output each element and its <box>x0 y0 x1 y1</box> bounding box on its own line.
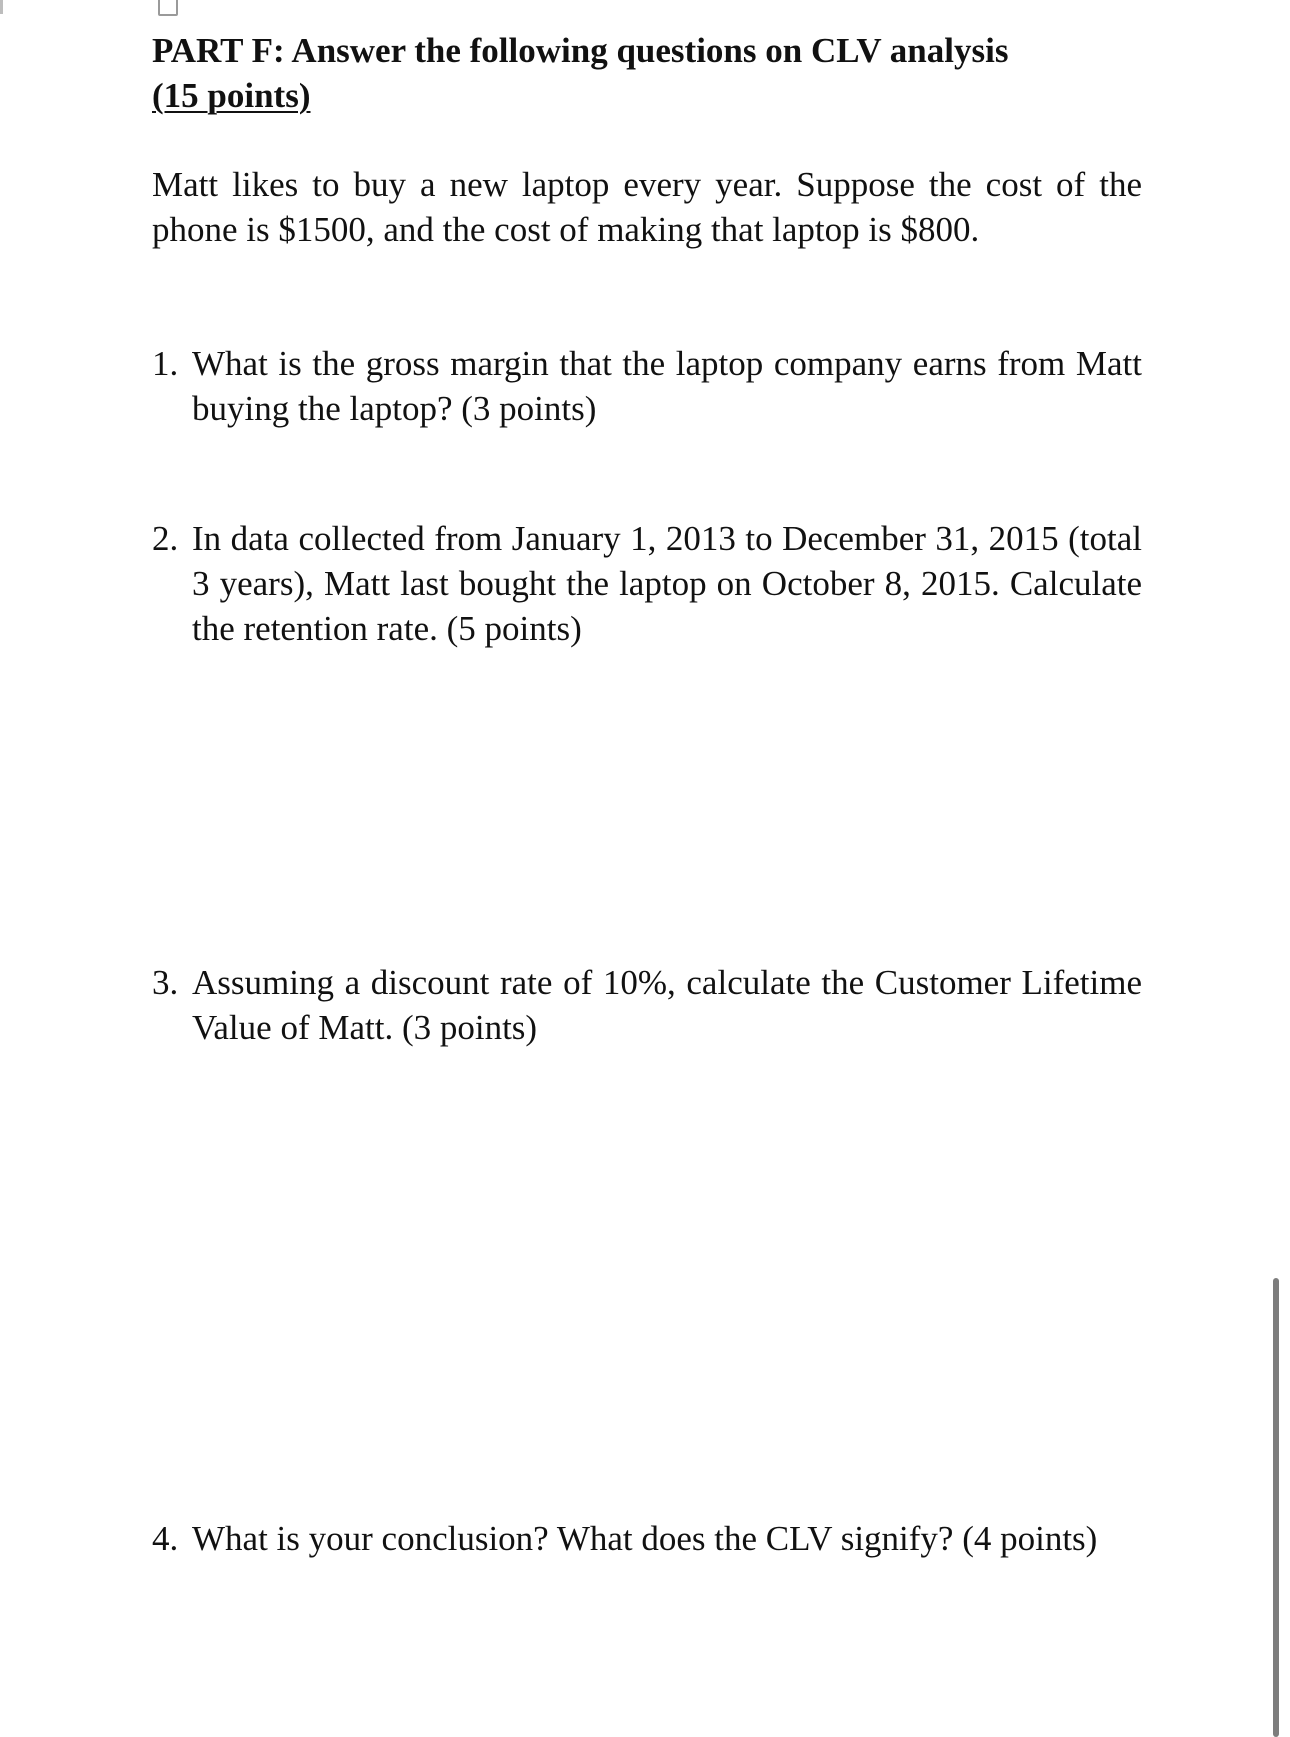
part-heading <box>152 28 1152 118</box>
checkbox[interactable] <box>158 0 178 16</box>
question-1 <box>152 341 1142 431</box>
question-number: 4. <box>152 1519 179 1558</box>
intro-paragraph: Matt likes to buy a new laptop every year. Suppose the cost of the phone is $1500, and the cost of making that laptop is $800. <box>152 165 1142 249</box>
question-number: 1. <box>152 344 179 383</box>
question-number: 3. <box>152 963 179 1002</box>
heading-points: (15 points) <box>152 76 311 115</box>
heading-title: PART F: Answer the following questions on CLV analysis <box>152 31 1009 70</box>
question-4 <box>152 1516 1142 1561</box>
question-text: In data collected from January 1, 2013 to December 31, 2015 (total 3 years), Matt last bought the laptop on October 8, 2015. Calculate the retention rate. (5 points) <box>192 519 1142 648</box>
question-number: 2. <box>152 519 179 558</box>
question-text: What is the gross margin that the laptop company earns from Matt buying the laptop? (3 points) <box>192 344 1142 428</box>
question-text: What is your conclusion? What does the CLV signify? (4 points) <box>192 1519 1098 1558</box>
page-edge-mark <box>0 0 3 14</box>
vertical-scrollbar[interactable] <box>1273 1278 1279 1737</box>
question-2 <box>152 516 1142 651</box>
question-text: Assuming a discount rate of 10%, calculate the Customer Lifetime Value of Matt. (3 points) <box>192 963 1142 1047</box>
question-3 <box>152 960 1142 1050</box>
